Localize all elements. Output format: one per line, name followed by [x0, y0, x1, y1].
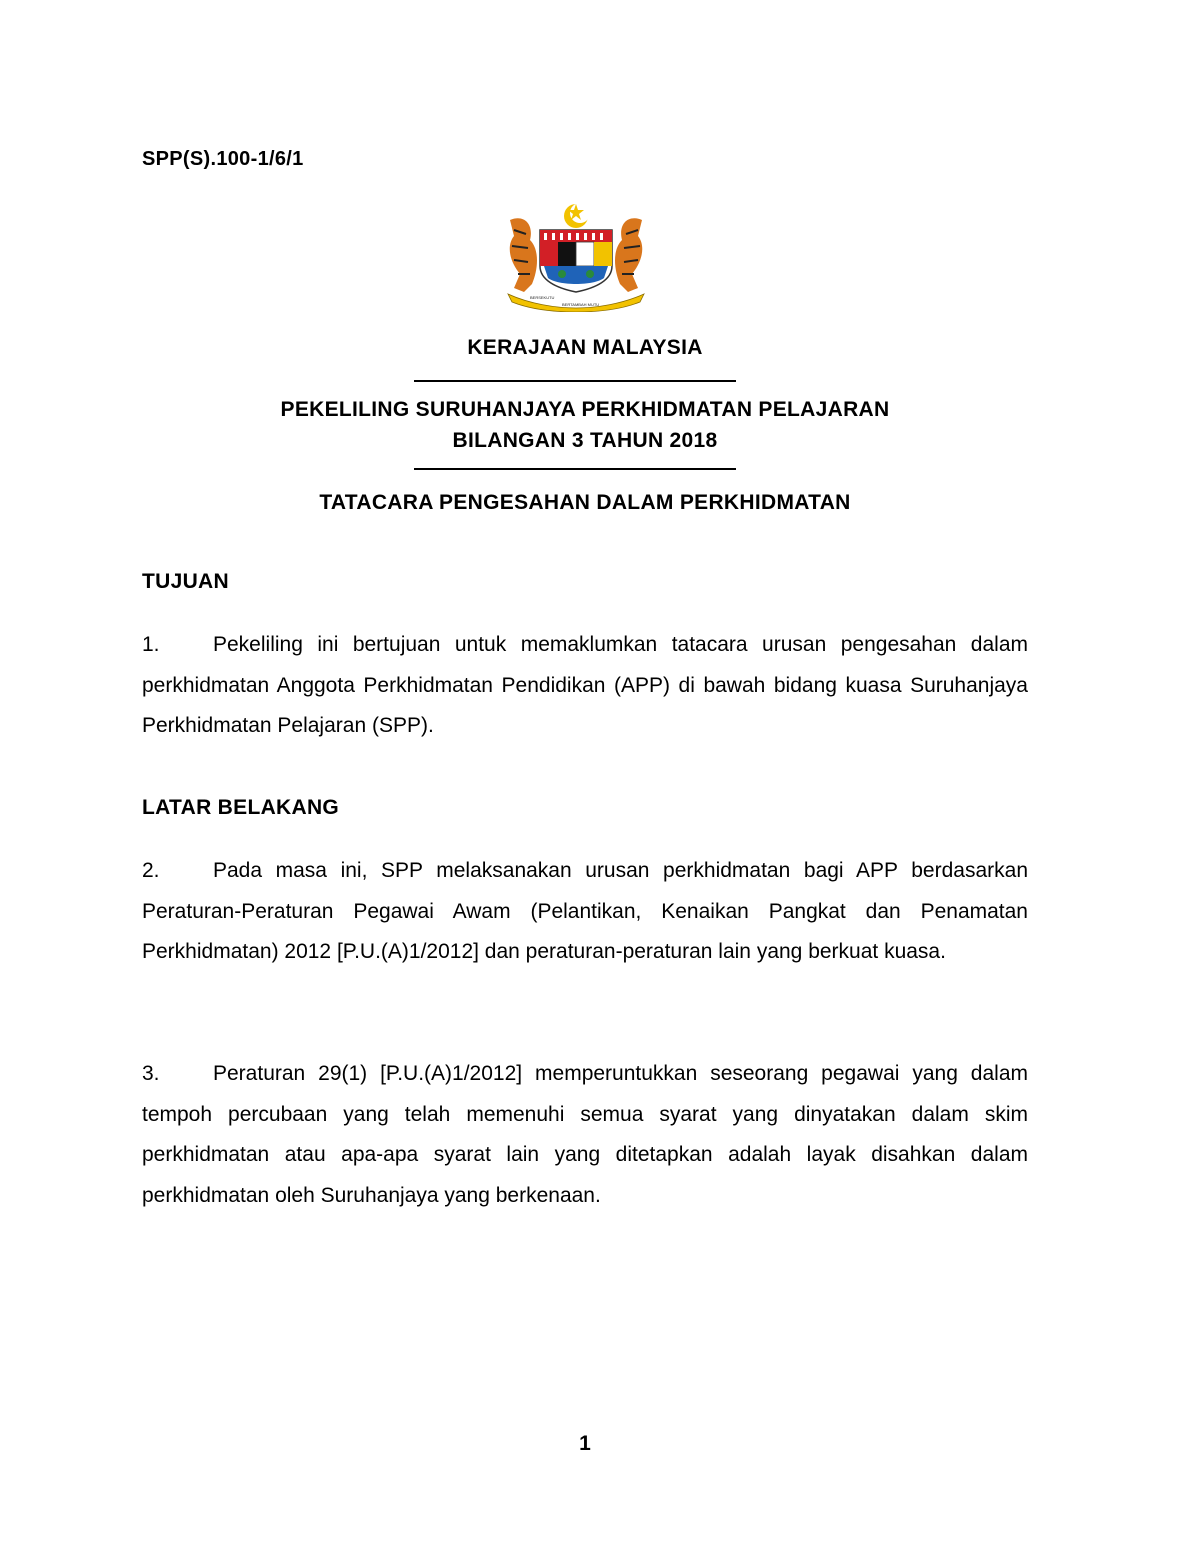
page-number: 1 [579, 1432, 591, 1455]
paragraph-2 [142, 851, 1028, 973]
paragraph-1 [142, 625, 1028, 747]
svg-text:BERTAMBAH MUTU: BERTAMBAH MUTU [562, 302, 600, 307]
divider-top [414, 380, 736, 382]
section-heading-background: LATAR BELAKANG [142, 796, 340, 819]
paragraph-3 [142, 1054, 1028, 1216]
circular-title: PEKELILING SURUHANJAYA PERKHIDMATAN PELAJARAN [280, 398, 890, 421]
paragraph-number: 3. [142, 1062, 160, 1085]
paragraph-number: 1. [142, 633, 160, 656]
reference-number: SPP(S).100-1/6/1 [142, 148, 304, 170]
svg-text:BERSEKUTU: BERSEKUTU [530, 295, 555, 300]
divider-bottom [414, 468, 736, 470]
coat-of-arms-icon [500, 200, 652, 312]
paragraph-number: 2. [142, 859, 160, 882]
circular-subject: TATACARA PENGESAHAN DALAM PERKHIDMATAN [319, 491, 851, 514]
circular-number: BILANGAN 3 TAHUN 2018 [452, 429, 718, 452]
government-title: KERAJAAN MALAYSIA [467, 336, 703, 359]
section-heading-purpose: TUJUAN [142, 570, 229, 593]
paragraph-text: Peraturan 29(1) [P.U.(A)1/2012] memperuntukkan seseorang pegawai yang dalam tempoh percubaan yang telah memenuhi semua syarat yang dinyatakan dalam skim perkhidmatan atau apa-apa syarat lain yang ditetapkan adalah layak disahkan dalam perkhidmatan oleh Suruhanjaya yang berkenaan. [142, 1062, 1028, 1207]
paragraph-text: Pekeliling ini bertujuan untuk memaklumkan tatacara urusan pengesahan dalam perkhidmatan Anggota Perkhidmatan Pendidikan (APP) di bawah bidang kuasa Suruhanjaya Perkhidmatan Pelajaran (SPP). [142, 633, 1028, 737]
paragraph-text: Pada masa ini, SPP melaksanakan urusan perkhidmatan bagi APP berdasarkan Peraturan-Peraturan Pegawai Awam (Pelantikan, Kenaikan Pangkat dan Penamatan Perkhidmatan) 2012 [P.U.(A)1/2012] dan peraturan-peraturan lain yang berkuat kuasa. [142, 859, 1028, 963]
